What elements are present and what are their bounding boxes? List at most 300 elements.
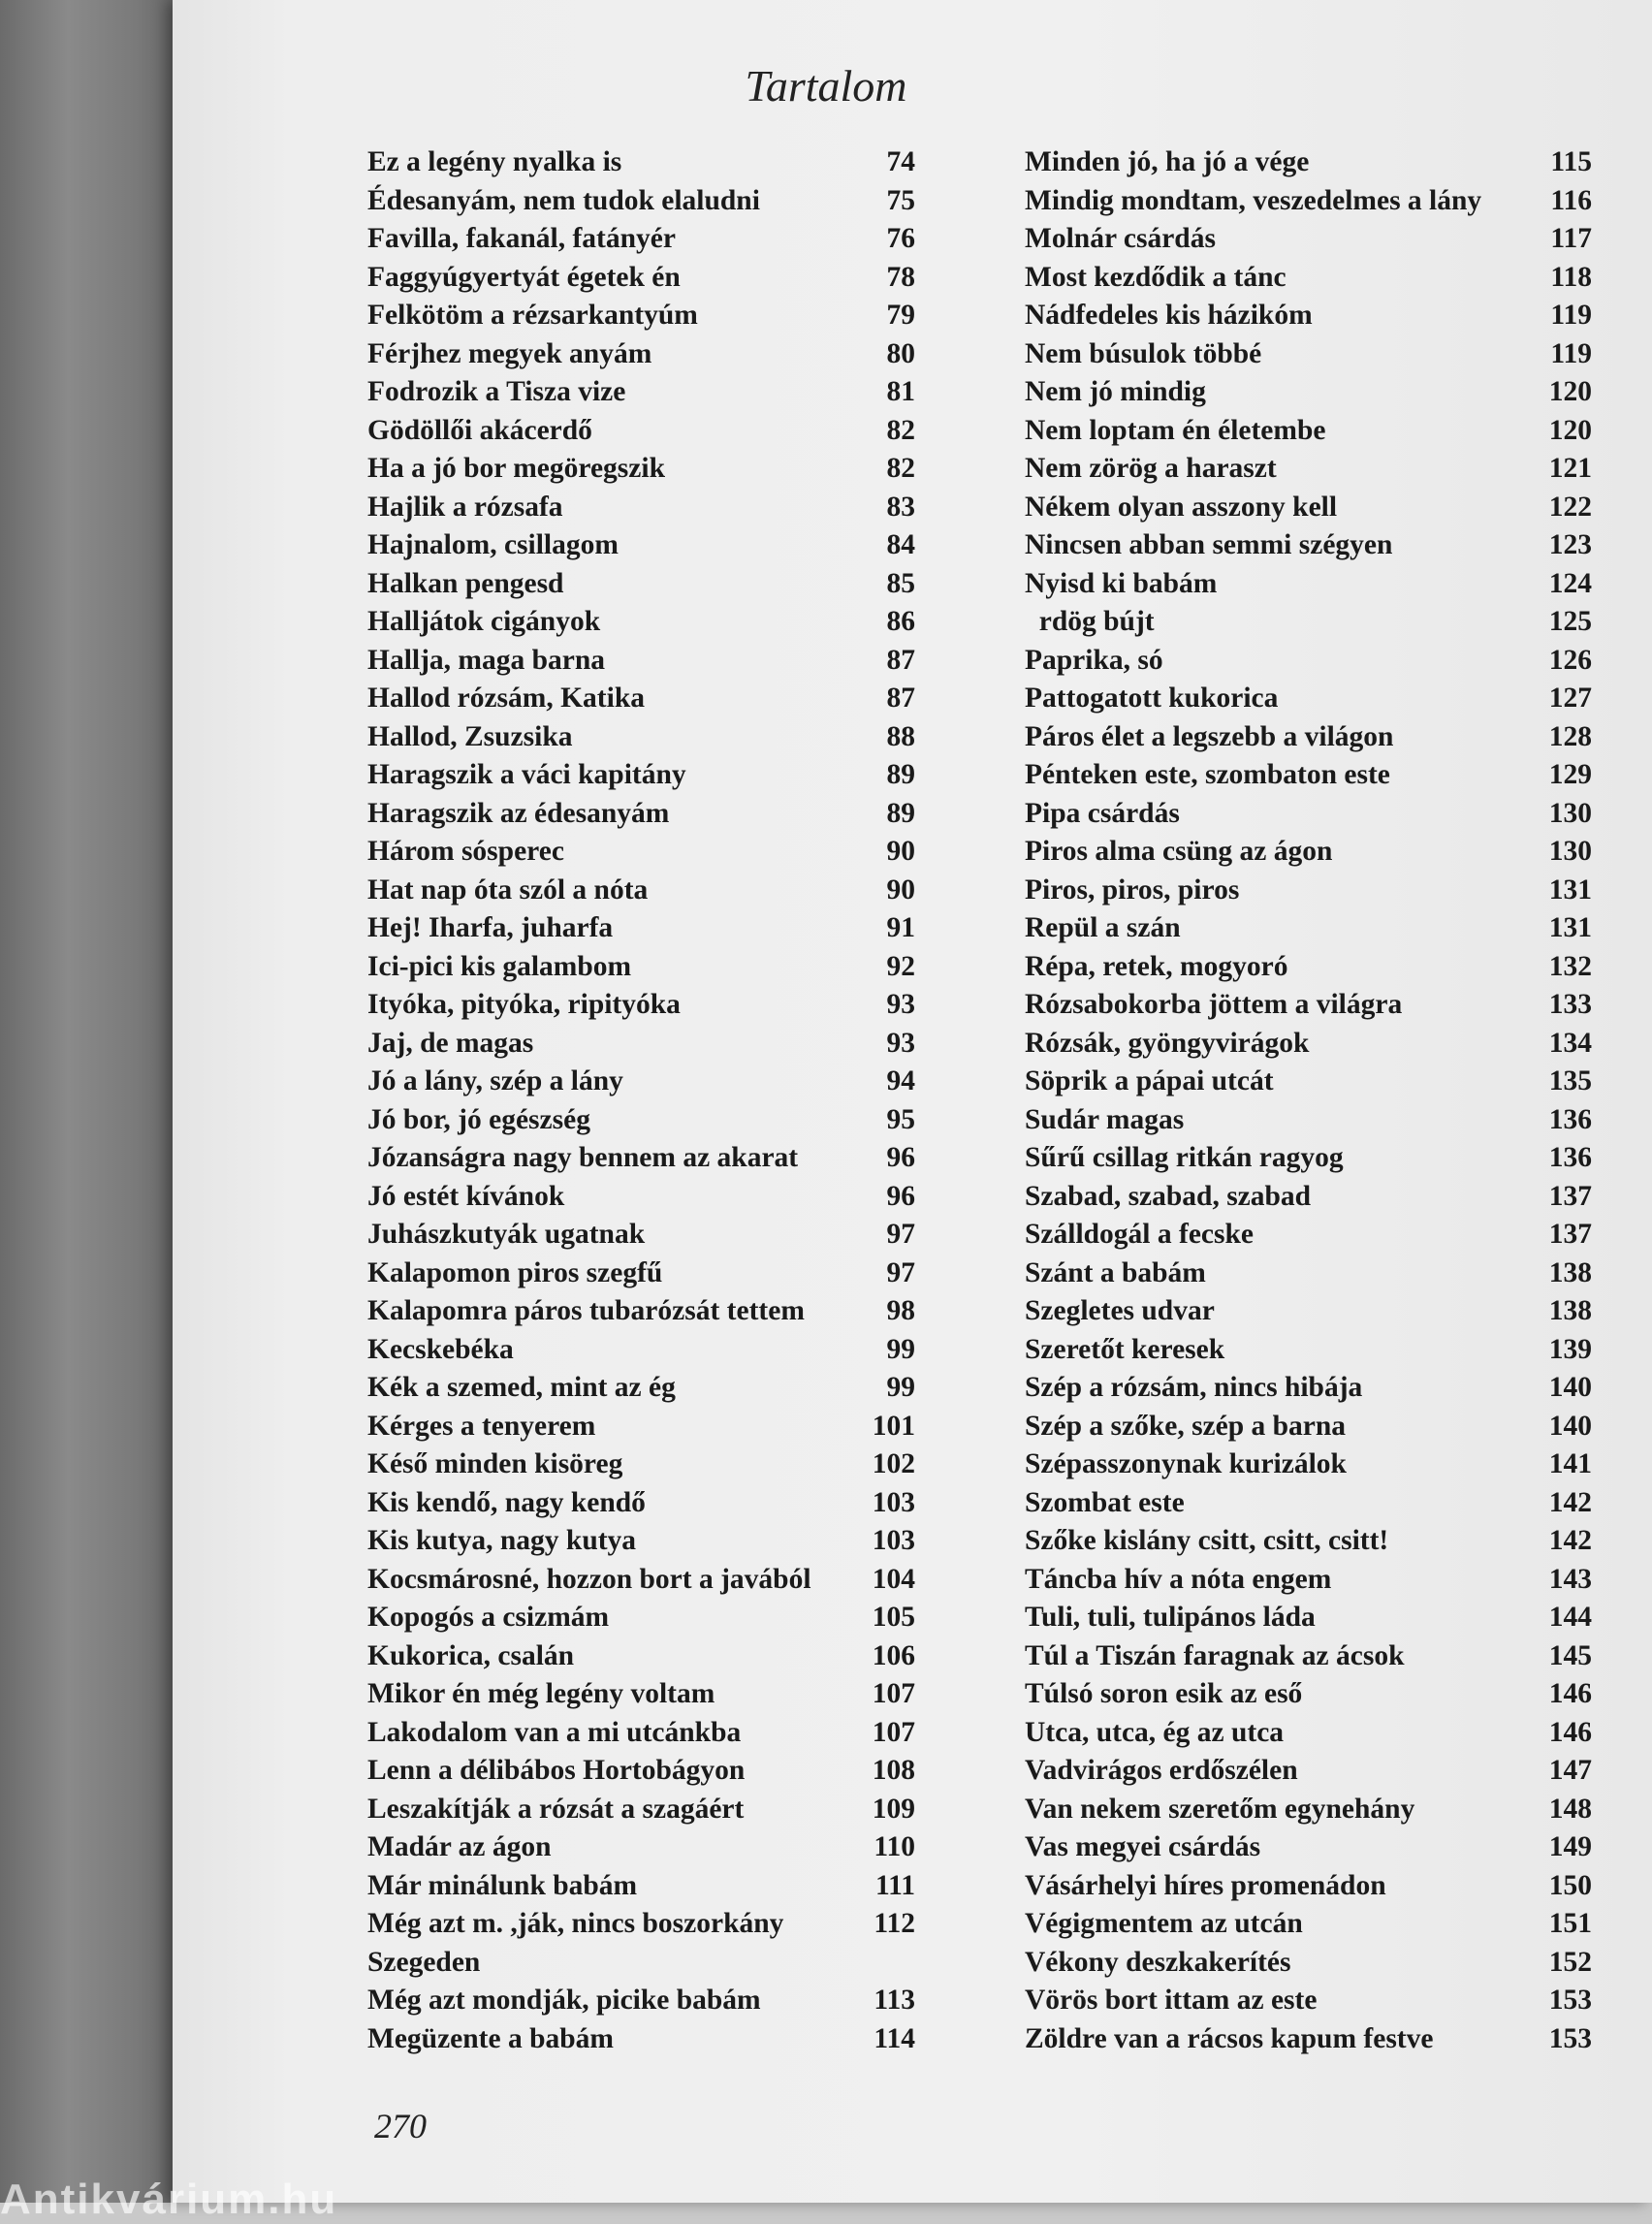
toc-entry: [1025, 642, 1592, 681]
toc-entry-title: Nem jó mindig: [1025, 376, 1206, 407]
toc-entry-title: Juhászkutyák ugatnak: [367, 1219, 646, 1250]
toc-entry-page: 135: [1548, 1065, 1592, 1096]
page-title: Tartalom: [745, 61, 907, 111]
book-binding-shadow: [0, 0, 194, 2203]
toc-entry: [1025, 1637, 1592, 1676]
toc-entry-page: 90: [886, 874, 915, 905]
toc-entry-page: 149: [1548, 1831, 1592, 1862]
toc-entry-title: Leszakítják a rózsát a szagáért: [367, 1793, 745, 1825]
toc-entry: [1025, 2020, 1592, 2059]
toc-entry: [367, 1408, 915, 1446]
toc-entry: [1025, 909, 1592, 948]
toc-entry-title: Sudár magas: [1025, 1103, 1185, 1135]
toc-entry-page: 93: [886, 1027, 915, 1059]
toc-entry-title: Hat nap óta szól a nóta: [367, 874, 649, 905]
toc-entry: [367, 1714, 915, 1753]
toc-entry-title: Repül a szán: [1025, 912, 1181, 943]
toc-entry-title: Táncba hív a nóta engem: [1025, 1563, 1332, 1595]
toc-entry: [1025, 489, 1592, 527]
toc-entry: [367, 795, 915, 834]
toc-entry-title: Favilla, fakanál, fatányér: [367, 223, 676, 254]
toc-entry-title: Kalapomon piros szegfű: [367, 1256, 663, 1288]
page-number: 270: [374, 2107, 427, 2145]
toc-entry-page: 119: [1550, 300, 1592, 331]
toc-entry: [367, 1561, 915, 1600]
toc-entry: [1025, 1331, 1592, 1370]
toc-entry-title: Józanságra nagy bennem az akarat: [367, 1142, 799, 1173]
toc-entry: [367, 1025, 915, 1064]
toc-entry: [1025, 1867, 1592, 1906]
toc-entry-title: Kecskebéka: [367, 1333, 514, 1365]
toc-entry-page: 98: [886, 1295, 915, 1326]
toc-entry: [1025, 1599, 1592, 1637]
toc-entry-page: 142: [1548, 1486, 1592, 1518]
toc-entry-page: 89: [886, 797, 915, 829]
toc-entry: [1025, 565, 1592, 604]
toc-entry-page: 99: [886, 1372, 915, 1403]
toc-entry-page: 96: [886, 1180, 915, 1212]
toc-entry-title: Faggyúgyertyát égetek én: [367, 261, 681, 293]
toc-entry-page: 97: [886, 1256, 915, 1288]
toc-entry-title: Túl a Tiszán faragnak az ácsok: [1025, 1639, 1405, 1671]
toc-entry-title: Már minálunk babám: [367, 1869, 638, 1901]
toc-entry-title: Szabad, szabad, szabad: [1025, 1180, 1312, 1212]
toc-entry-title: Nem búsulok többé: [1025, 337, 1262, 369]
toc-entry: [367, 1905, 915, 1982]
toc-entry-title: Paprika, só: [1025, 644, 1163, 676]
toc-entry-page: 94: [886, 1065, 915, 1096]
toc-entry-page: 96: [886, 1142, 915, 1173]
toc-entry-page: 136: [1548, 1142, 1592, 1173]
toc-entry-page: 86: [886, 606, 915, 637]
toc-entry: [367, 259, 915, 298]
toc-entry-title: Rózsabokorba jöttem a világra: [1025, 989, 1403, 1020]
toc-entry: [367, 1867, 915, 1906]
toc-entry-title: Nem zörög a haraszt: [1025, 453, 1277, 484]
toc-entry-page: 74: [886, 146, 915, 177]
toc-entry: [1025, 1369, 1592, 1408]
toc-entry: [367, 1101, 915, 1140]
toc-entry: [367, 1522, 915, 1561]
toc-entry: [1025, 1216, 1592, 1255]
toc-entry-page: 130: [1548, 797, 1592, 829]
toc-entry-page: 85: [886, 567, 915, 599]
toc-entry-page: 127: [1548, 683, 1592, 714]
toc-entry-title: Vadvirágos erdőszélen: [1025, 1755, 1298, 1786]
toc-entry-title: Répa, retek, mogyoró: [1025, 950, 1288, 982]
toc-entry-page: 106: [872, 1639, 915, 1671]
toc-entry: [1025, 526, 1592, 565]
toc-entry-title: Végigmentem az utcán: [1025, 1908, 1303, 1939]
toc-entry-page: 122: [1548, 491, 1592, 523]
toc-entry-title: Hallod rózsám, Katika: [367, 683, 645, 714]
toc-entry-title: Vásárhelyi híres promenádon: [1025, 1869, 1386, 1901]
toc-entry-title: Molnár csárdás: [1025, 223, 1216, 254]
toc-entry: [367, 1139, 915, 1178]
toc-entry-page: 129: [1548, 759, 1592, 790]
toc-entry-page: 111: [875, 1869, 915, 1901]
toc-entry-title: Férjhez megyek anyám: [367, 337, 652, 369]
toc-entry-page: 124: [1548, 567, 1592, 599]
toc-entry-page: 140: [1548, 1410, 1592, 1442]
toc-entry: [1025, 603, 1592, 642]
toc-entry: [367, 718, 915, 757]
toc-entry-page: 141: [1548, 1448, 1592, 1479]
toc-entry-page: 136: [1548, 1103, 1592, 1135]
toc-entry: [1025, 1982, 1592, 2020]
toc-entry-title: Szánt a babám: [1025, 1256, 1206, 1288]
toc-entry-title: Jó estét kívánok: [367, 1180, 565, 1212]
toc-column-right: [1025, 143, 1592, 2058]
toc-entry-title: rdög bújt: [1025, 606, 1155, 637]
toc-entry-page: 82: [886, 414, 915, 446]
toc-entry-page: 78: [886, 261, 915, 293]
toc-entry: [367, 986, 915, 1025]
toc-entry-page: 139: [1548, 1333, 1592, 1365]
toc-entry-page: 138: [1548, 1256, 1592, 1288]
toc-entry-page: 76: [886, 223, 915, 254]
toc-entry-page: 153: [1548, 2022, 1592, 2054]
toc-entry: [367, 603, 915, 642]
toc-entry: [1025, 1944, 1592, 1983]
toc-entry: [1025, 1905, 1592, 1944]
toc-entry-page: 107: [872, 1678, 915, 1709]
toc-entry-page: 131: [1548, 912, 1592, 943]
toc-entry-title: Ez a legény nyalka is: [367, 146, 622, 177]
toc-entry-title: Nincsen abban semmi szégyen: [1025, 529, 1393, 560]
toc-entry-title: Hallja, maga barna: [367, 644, 606, 676]
toc-entry-page: 125: [1548, 606, 1592, 637]
toc-entry-title: Hallod, Zsuzsika: [367, 720, 573, 752]
toc-entry-title: Utca, utca, ég az utca: [1025, 1716, 1285, 1748]
toc-entry-page: 95: [886, 1103, 915, 1135]
toc-entry-page: 115: [1550, 146, 1592, 177]
toc-entry-page: 147: [1548, 1755, 1592, 1786]
toc-entry: [367, 642, 915, 681]
toc-entry-page: 130: [1548, 836, 1592, 867]
toc-entry: [1025, 833, 1592, 872]
toc-entry: [367, 220, 915, 259]
toc-entry-title: Nádfedeles kis házikóm: [1025, 300, 1313, 331]
toc-entry: [367, 450, 915, 489]
toc-entry: [367, 143, 915, 182]
toc-entry: [367, 948, 915, 987]
toc-entry: [1025, 450, 1592, 489]
toc-entry: [1025, 259, 1592, 298]
toc-entry-title: Szegletes udvar: [1025, 1295, 1215, 1326]
toc-entry-page: 118: [1550, 261, 1592, 293]
toc-entry: [1025, 1408, 1592, 1446]
toc-entry: [1025, 1561, 1592, 1600]
toc-entry-page: 89: [886, 759, 915, 790]
toc-entry-title: Kék a szemed, mint az ég: [367, 1372, 676, 1403]
toc-entry-page: 104: [872, 1563, 915, 1595]
toc-entry: [1025, 1178, 1592, 1217]
toc-entry-page: 121: [1548, 453, 1592, 484]
toc-entry-title: Piros, piros, piros: [1025, 874, 1240, 905]
toc-entry-title: Vas megyei csárdás: [1025, 1831, 1261, 1862]
toc-entry: [367, 1791, 915, 1829]
toc-entry-page: 126: [1548, 644, 1592, 676]
toc-entry-title: Sűrű csillag ritkán ragyog: [1025, 1142, 1344, 1173]
toc-entry-title: Ici-pici kis galambom: [367, 950, 632, 982]
toc-entry-page: 134: [1548, 1027, 1592, 1059]
toc-entry-title: Jó bor, jó egészség: [367, 1103, 590, 1135]
toc-entry-title: Ha a jó bor megöregszik: [367, 453, 665, 484]
toc-entry-page: 153: [1548, 1985, 1592, 2016]
toc-entry: [367, 489, 915, 527]
toc-entry: [1025, 412, 1592, 451]
toc-entry-title: Tuli, tuli, tulipános láda: [1025, 1602, 1316, 1633]
toc-entry-page: 103: [872, 1525, 915, 1556]
toc-entry: [1025, 335, 1592, 374]
toc-entry-page: 92: [886, 950, 915, 982]
toc-entry-page: 83: [886, 491, 915, 523]
toc-entry: [367, 1369, 915, 1408]
toc-entry-title: Kocsmárosné, hozzon bort a javából: [367, 1563, 811, 1595]
toc-entry-title: Pénteken este, szombaton este: [1025, 759, 1390, 790]
toc-entry-page: 151: [1548, 1908, 1592, 1939]
toc-entry: [367, 182, 915, 221]
toc-entry: [367, 1599, 915, 1637]
toc-entry: [367, 833, 915, 872]
toc-entry: [367, 412, 915, 451]
toc-entry-title: Szálldogál a fecske: [1025, 1219, 1254, 1250]
toc-entry-page: 99: [886, 1333, 915, 1365]
toc-entry-title: Szépasszonynak kurizálok: [1025, 1448, 1347, 1479]
toc-entry: [367, 1484, 915, 1523]
toc-entry: [367, 1216, 915, 1255]
toc-entry: [367, 1292, 915, 1331]
toc-entry: [367, 1828, 915, 1867]
toc-entry-page: 105: [872, 1602, 915, 1633]
toc-entry-page: 128: [1548, 720, 1592, 752]
toc-entry-title: Szeretőt keresek: [1025, 1333, 1225, 1365]
toc-entry-title: Felkötöm a rézsarkantyúm: [367, 300, 698, 331]
toc-entry-page: 150: [1548, 1869, 1592, 1901]
toc-entry: [367, 909, 915, 948]
toc-entry-page: 144: [1548, 1602, 1592, 1633]
toc-entry-page: 123: [1548, 529, 1592, 560]
toc-entry: [1025, 220, 1592, 259]
toc-entry: [1025, 1828, 1592, 1867]
toc-entry-title: Gödöllői akácerdő: [367, 414, 592, 446]
toc-entry-title: Jó a lány, szép a lány: [367, 1065, 623, 1096]
toc-entry-title: Hajlik a rózsafa: [367, 491, 563, 523]
toc-entry: [1025, 1714, 1592, 1753]
toc-entry: [1025, 373, 1592, 412]
toc-entry-page: 93: [886, 989, 915, 1020]
toc-entry-title: Késő minden kisöreg: [367, 1448, 623, 1479]
toc-entry-title: Fodrozik a Tisza vize: [367, 376, 626, 407]
toc-entry-title: Haragszik a váci kapitány: [367, 759, 686, 790]
toc-entry-title: Három sósperec: [367, 836, 564, 867]
toc-entry: [367, 1331, 915, 1370]
toc-entry-title: Söprik a pápai utcát: [1025, 1065, 1274, 1096]
toc-entry-title: Vörös bort ittam az este: [1025, 1985, 1318, 2016]
watermark-text: Antikvárium.hu: [0, 2176, 338, 2223]
toc-entry-page: 140: [1548, 1372, 1592, 1403]
toc-entry: [367, 373, 915, 412]
toc-entry-title: Páros élet a legszebb a világon: [1025, 720, 1394, 752]
toc-entry-title: Nékem olyan asszony kell: [1025, 491, 1338, 523]
toc-entry: [367, 872, 915, 910]
toc-entry-page: 91: [886, 912, 915, 943]
toc-entry-title: Lakodalom van a mi utcánkba: [367, 1716, 742, 1748]
toc-entry-page: 116: [1550, 184, 1592, 216]
toc-entry-page: 112: [874, 1908, 915, 1939]
toc-entry: [1025, 182, 1592, 221]
toc-entry-title: Nyisd ki babám: [1025, 567, 1218, 599]
toc-entry-page: 84: [886, 529, 915, 560]
toc-entry-title: Kopogós a csizmám: [367, 1602, 610, 1633]
toc-entry-title: Szép a rózsám, nincs hibája: [1025, 1372, 1363, 1403]
toc-entry-title: Most kezdődik a tánc: [1025, 261, 1287, 293]
toc-entry-title: Kis kendő, nagy kendő: [367, 1486, 646, 1518]
toc-entry-page: 103: [872, 1486, 915, 1518]
toc-entry-page: 133: [1548, 989, 1592, 1020]
toc-entry-title: Nem loptam én életembe: [1025, 414, 1326, 446]
toc-entry-title: Szőke kislány csitt, csitt, csitt!: [1025, 1525, 1389, 1556]
toc-entry: [1025, 1675, 1592, 1714]
toc-entry-page: 108: [872, 1755, 915, 1786]
toc-entry: [1025, 143, 1592, 182]
toc-entry-page: 148: [1548, 1793, 1592, 1825]
toc-entry: [367, 680, 915, 718]
toc-entry-title: Szombat este: [1025, 1486, 1185, 1518]
toc-entry-page: 81: [886, 376, 915, 407]
toc-entry-title: Túlsó soron esik az eső: [1025, 1678, 1303, 1709]
toc-entry-title: Mikor én még legény voltam: [367, 1678, 715, 1709]
toc-entry-page: 131: [1548, 874, 1592, 905]
toc-entry-page: 137: [1548, 1180, 1592, 1212]
toc-entry-page: 107: [872, 1716, 915, 1748]
toc-entry: [367, 1446, 915, 1484]
toc-entry-page: 146: [1548, 1716, 1592, 1748]
toc-entry: [1025, 872, 1592, 910]
toc-entry-page: 80: [886, 337, 915, 369]
toc-entry: [1025, 1063, 1592, 1101]
toc-entry-page: 114: [874, 2022, 915, 2054]
toc-entry-page: 119: [1550, 337, 1592, 369]
toc-entry-title: Megüzente a babám: [367, 2022, 614, 2054]
toc-entry-title: Mindig mondtam, veszedelmes a lány: [1025, 184, 1482, 216]
toc-entry: [1025, 297, 1592, 335]
toc-entry-page: 97: [886, 1219, 915, 1250]
toc-entry-title: Édesanyám, nem tudok elaludni: [367, 184, 760, 216]
toc-entry-page: 79: [886, 300, 915, 331]
toc-entry-page: 102: [872, 1448, 915, 1479]
toc-entry-title: Zöldre van a rácsos kapum festve: [1025, 2022, 1434, 2054]
toc-entry-title: Minden jó, ha jó a vége: [1025, 146, 1310, 177]
toc-entry: [1025, 1139, 1592, 1178]
toc-entry: [367, 1637, 915, 1676]
toc-entry: [1025, 1101, 1592, 1140]
toc-entry: [1025, 1522, 1592, 1561]
toc-entry-page: 138: [1548, 1295, 1592, 1326]
toc-entry: [367, 2020, 915, 2059]
toc-entry-page: 88: [886, 720, 915, 752]
toc-entry-title: Szép a szőke, szép a barna: [1025, 1410, 1347, 1442]
toc-entry-page: 87: [886, 683, 915, 714]
toc-entry-page: 146: [1548, 1678, 1592, 1709]
toc-entry-title: Halljátok cigányok: [367, 606, 601, 637]
toc-entry-title: Madár az ágon: [367, 1831, 552, 1862]
toc-entry-page: 132: [1548, 950, 1592, 982]
toc-entry-title: Van nekem szeretőm egynehány: [1025, 1793, 1415, 1825]
toc-entry-title: Még azt mondják, picike babám: [367, 1985, 761, 2016]
toc-entry: [367, 297, 915, 335]
toc-entry-title: Kukorica, csalán: [367, 1639, 575, 1671]
toc-entry: [1025, 948, 1592, 987]
toc-entry-title: Piros alma csüng az ágon: [1025, 836, 1333, 867]
toc-entry-page: 117: [1550, 223, 1592, 254]
toc-entry-page: 137: [1548, 1219, 1592, 1250]
toc-entry-title: Kérges a tenyerem: [367, 1410, 596, 1442]
toc-entry: [1025, 1255, 1592, 1293]
toc-entry-page: 101: [872, 1410, 915, 1442]
toc-entry-title: Hajnalom, csillagom: [367, 529, 619, 560]
toc-entry-title: Pattogatott kukorica: [1025, 683, 1279, 714]
toc-entry-title: Kalapomra páros tubarózsát tettem: [367, 1295, 805, 1326]
toc-entry: [1025, 795, 1592, 834]
toc-entry-page: 87: [886, 644, 915, 676]
toc-entry-title: Hej! Iharfa, juharfa: [367, 912, 614, 943]
toc-entry: [367, 1982, 915, 2020]
toc-entry: [1025, 680, 1592, 718]
toc-entry: [1025, 1791, 1592, 1829]
toc-entry: [1025, 756, 1592, 795]
toc-entry: [367, 1178, 915, 1217]
toc-entry-title: Halkan pengesd: [367, 567, 564, 599]
toc-entry-title: Pipa csárdás: [1025, 797, 1180, 829]
toc-entry-title: Lenn a délibábos Hortobágyon: [367, 1755, 746, 1786]
toc-entry: [367, 1752, 915, 1791]
toc-entry: [367, 1675, 915, 1714]
toc-entry: [367, 1255, 915, 1293]
toc-entry-title: Haragszik az édesanyám: [367, 797, 670, 829]
toc-entry: [367, 565, 915, 604]
toc-entry-page: 75: [886, 184, 915, 216]
toc-entry: [1025, 986, 1592, 1025]
toc-entry: [1025, 1446, 1592, 1484]
toc-entry: [1025, 718, 1592, 757]
toc-entry-title: Jaj, de magas: [367, 1027, 534, 1059]
toc-entry-title: Rózsák, gyöngyvirágok: [1025, 1027, 1310, 1059]
toc-entry-page: 143: [1548, 1563, 1592, 1595]
toc-entry: [1025, 1292, 1592, 1331]
toc-entry: [367, 1063, 915, 1101]
toc-entry: [367, 526, 915, 565]
toc-entry-page: 109: [872, 1793, 915, 1825]
toc-entry: [1025, 1752, 1592, 1791]
toc-entry: [367, 756, 915, 795]
toc-entry-title: Még azt m. ,ják, nincs boszorkány Szegeden: [367, 1908, 784, 1978]
toc-entry-title: Vékony deszkakerítés: [1025, 1946, 1291, 1978]
toc-entry-page: 120: [1548, 414, 1592, 446]
toc-entry: [367, 335, 915, 374]
toc-entry-title: Kis kutya, nagy kutya: [367, 1525, 637, 1556]
toc-entry-page: 152: [1548, 1946, 1592, 1978]
toc-entry-page: 120: [1548, 376, 1592, 407]
toc-entry-page: 82: [886, 453, 915, 484]
toc-entry-page: 90: [886, 836, 915, 867]
toc-column-left: [367, 143, 915, 2058]
toc-entry-page: 113: [874, 1985, 915, 2016]
toc-entry-title: Ityóka, pityóka, ripityóka: [367, 989, 681, 1020]
toc-entry-page: 110: [874, 1831, 915, 1862]
toc-entry: [1025, 1484, 1592, 1523]
